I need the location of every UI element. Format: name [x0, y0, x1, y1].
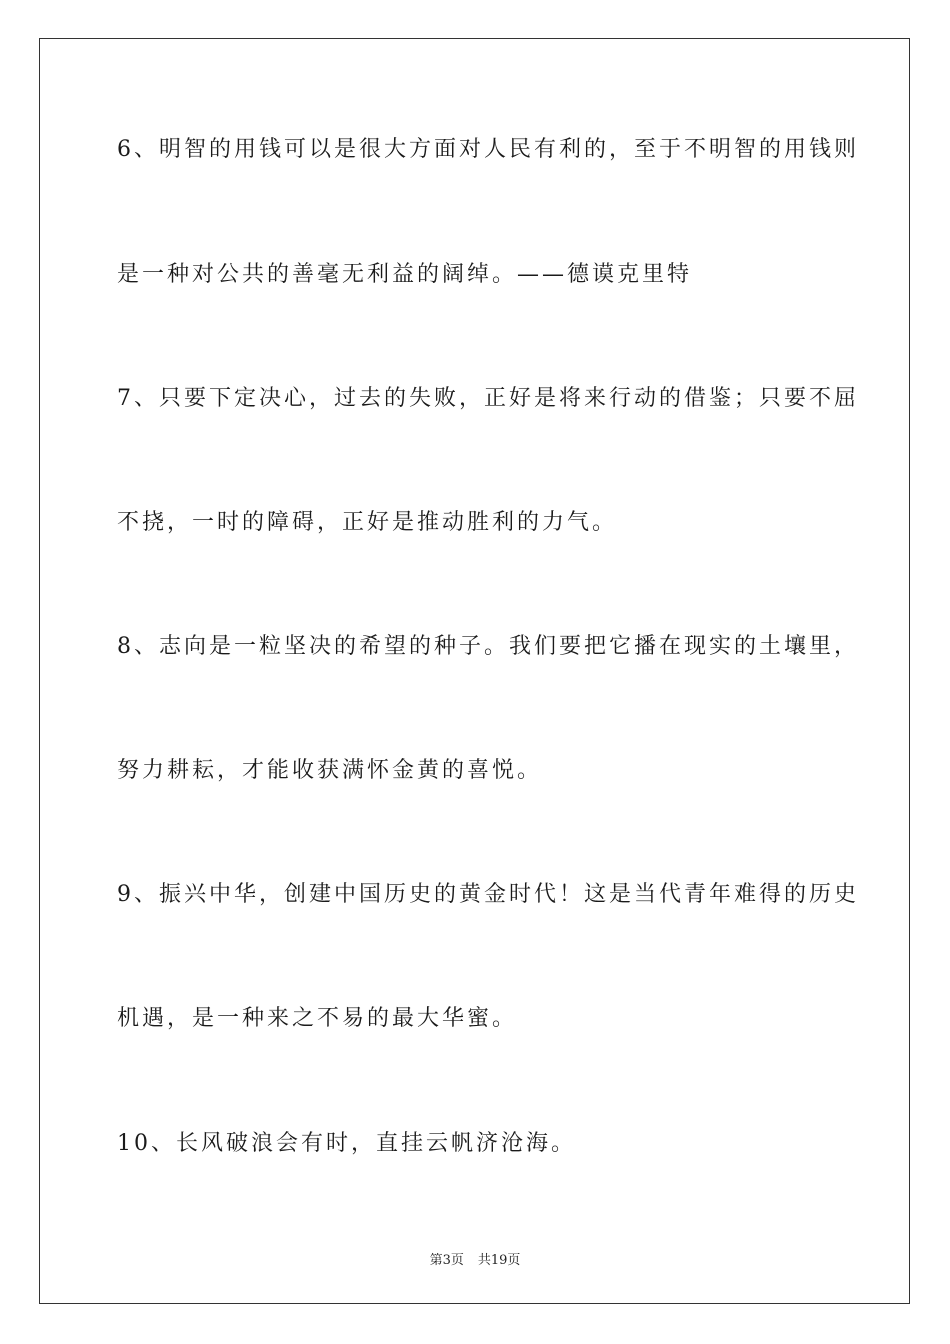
text-line-1: 6、明智的用钱可以是很大方面对人民有利的，至于不明智的用钱则 [117, 137, 859, 162]
page-number: 第3页 [429, 1253, 464, 1268]
text-line-8: 机遇，是一种来之不易的最大华蜜。 [117, 1006, 518, 1031]
page-footer [0, 1249, 950, 1268]
text-line-7: 9、振兴中华，创建中国历史的黄金时代！这是当代青年难得的历史 [117, 882, 859, 907]
text-line-3: 7、只要下定决心，过去的失败，正好是将来行动的借鉴；只要不屈 [117, 386, 859, 411]
text-line-5: 8、志向是一粒坚决的希望的种子。我们要把它播在现实的土壤里， [117, 634, 859, 659]
text-line-2: 是一种对公共的善毫无利益的阔绰。——德谟克里特 [117, 262, 693, 287]
page-border [39, 38, 910, 1304]
text-line-6: 努力耕耘，才能收获满怀金黄的喜悦。 [117, 758, 543, 783]
text-line-9: 10、长风破浪会有时，直挂云帆济沧海。 [117, 1131, 576, 1156]
page-total: 共19页 [477, 1253, 521, 1268]
text-line-4: 不挠，一时的障碍，正好是推动胜利的力气。 [117, 510, 618, 535]
